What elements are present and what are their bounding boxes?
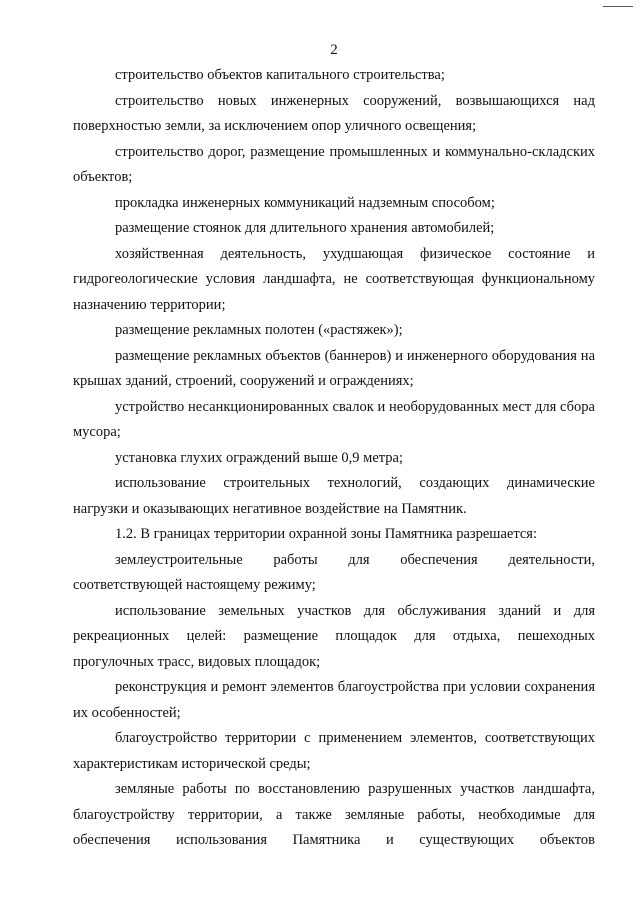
paragraph: размещение рекламных полотен («растяжек»); — [115, 322, 403, 338]
page-number: 2 — [330, 42, 338, 58]
paragraph: установка глухих ограждений выше 0,9 метра; — [115, 449, 403, 466]
paragraph: размещение рекламных объектов (баннеров) и инженерного оборудования на крышах зданий, строений, сооружений и ограждениях; — [73, 347, 595, 389]
paragraph: использование строительных технологий, создающих динамические нагрузки и оказывающих негативное воздействие на Памятник. — [73, 475, 595, 517]
paragraph: строительство новых инженерных сооружений, возвышающихся над поверхностью земли, за исключением опор уличного освещения; — [73, 92, 595, 134]
paragraph: хозяйственная деятельность, ухудшающая физическое состояние и гидрогеологические условия ландшафта, не соответствующая функциональному назначению территории; — [73, 245, 595, 313]
paragraph: землеустроительные работы для обеспечения деятельности, соответствующей настоящему режиму; — [73, 551, 595, 593]
paragraph: строительство дорог, размещение промышленных и коммунально-складских объектов; — [73, 143, 595, 185]
document-body — [73, 63, 595, 854]
section-heading: 1.2. В границах территории охранной зоны Памятника разрешается: — [115, 526, 537, 542]
paragraph: строительство объектов капитального строительства; — [115, 67, 445, 83]
corner-scan-mark — [603, 6, 633, 7]
paragraph: прокладка инженерных коммуникаций надземным способом; — [115, 194, 495, 211]
paragraph: реконструкция и ремонт элементов благоустройства при условии сохранения их особенностей; — [73, 679, 595, 721]
paragraph: использование земельных участков для обслуживания зданий и для рекреационных целей: размещение площадок для отдыха, пешеходных прогулочных трасс, видовых площадок; — [73, 602, 595, 670]
paragraph: размещение стоянок для длительного хранения автомобилей; — [115, 220, 495, 236]
paragraph: благоустройство территории с применением элементов, соответствующих характеристикам исторической среды; — [73, 730, 595, 772]
paragraph: устройство несанкционированных свалок и необорудованных мест для сбора мусора; — [73, 398, 595, 440]
paragraph: земляные работы по восстановлению разрушенных участков ландшафта, благоустройству территории, а также земляные работы, необходимые для обеспечения использования Памятника и существующих объектов — [73, 781, 595, 848]
